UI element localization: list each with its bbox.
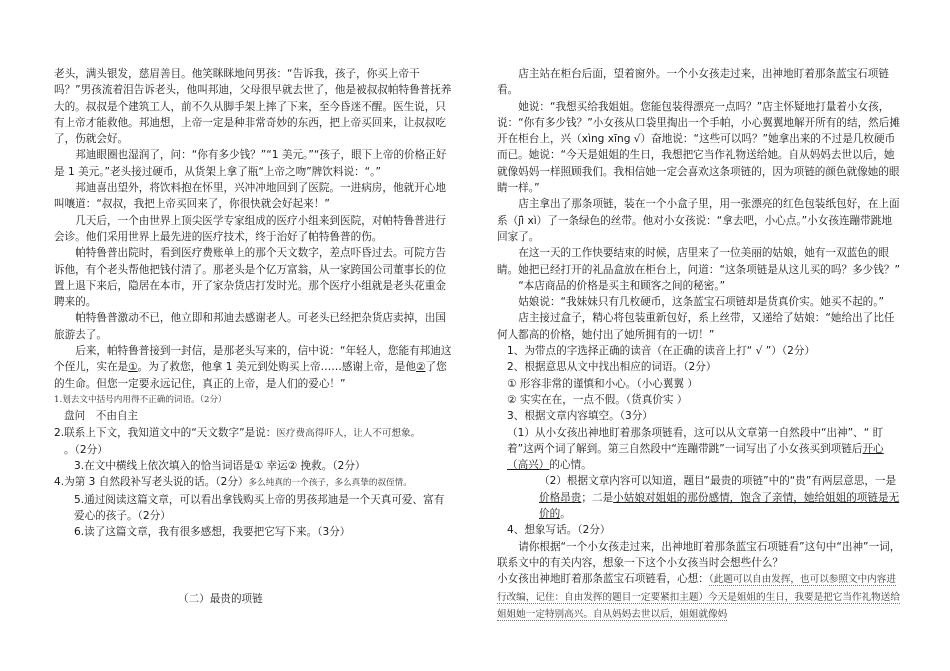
question-2-answer: 医疗费高得吓人，让人不可想象。 <box>276 427 421 439</box>
question-3-part-2-tail: 。 <box>560 508 571 521</box>
question-3-part-1-answer: 开心（高兴） <box>507 442 884 472</box>
story-paragraph: 老头，满头银发，慈眉善目。他笑眯眯地问男孩：“告诉我，孩子，你买上帝干吗？”男孩流着泪告诉老头，他叫邦迪，父母很早就去世了，他是被叔叔帕特鲁普抚养大的。叔叔是个建筑工人，前不久从脚手架上摔了下来，至今昏迷不醒。医生说，只有上帝才能救他。邦迪想，上帝一定是种非常奇妙的东西，把上帝买回来，让叔叔吃了，伤就会好。 <box>54 68 452 146</box>
question-3-part-1-text: （1）从小女孩出神地盯着那条项链看，这可以从文章第一自然段中“出神”、“ 盯着”这两个词了解到。第三自然段中“连蹦带跳”一词写出了小女孩买到项链后 <box>507 426 884 455</box>
blank-2: ② <box>415 361 426 374</box>
question-1: 1、为带点的字选择正确的读音（在正确的读音上打“ √ ”）（2分） <box>507 345 816 358</box>
letter-text: 。为了救您，他拿 1 美元到处购买上帝……感谢上帝，是他 <box>137 361 416 374</box>
question-1-answer: 盘问 不由自主 <box>64 410 139 423</box>
question-3-part-1 <box>497 425 901 474</box>
question-4-answer: （此题可以自由发挥，也可以参照文中内容进行改编，记住：自由发挥的题目一定要紧扣主题）今天是姐姐的生日，我要是把它当作礼物送给姐姐她一定特别高兴。自从妈妈去世以后，姐姐就像妈 <box>497 574 900 620</box>
question-2: 2、根据意思从文中找出相应的词语。（2分） <box>507 361 717 374</box>
question-2 <box>54 425 452 442</box>
question-3-part-2-text: （2）根据文章内容可以知道，题目“最贵的项链”中的“贵”有两层意思，一是 <box>539 475 897 488</box>
question-6: 6.读了这篇文章，我有很多感想，我要把它写下来。（3分） <box>74 526 351 539</box>
question-4 <box>54 474 452 491</box>
question-4-prompt: 请你根据“一个小女孩走过来，出神地盯着那条蓝宝石项链看”这句中“出神”一词，联系文中的有关内容，想象一下这个小女孩当时会想些什么？ <box>497 540 901 569</box>
story-paragraph: 店主接过盒子，精心将包装重新包好，系上丝带，又递给了姑娘：“她给出了比任何人都高的价格，她付出了她所拥有的一切！” <box>497 312 895 341</box>
question-1: 1.划去文中括号内用得不正确的词语。（2分） <box>54 394 227 405</box>
question-3-part-2 <box>497 473 901 522</box>
question-4-text: 4.为第 3 自然段补写老头说的话。（2分） <box>54 476 249 489</box>
question-4-answer: 多么纯真的一个孩子，多么真挚的叔侄情。 <box>248 478 412 489</box>
question-3-part-1-tail: 的心情。 <box>549 459 592 472</box>
story-paragraph: 帕特鲁普激动不已，他立即和邦迪去感谢老人。可老头已经把杂货店卖掉，出国旅游去了。 <box>54 312 446 341</box>
question-3-part-2-text: ；二是 <box>581 491 614 504</box>
story-paragraph: 姑娘说：“我妹妹只有几枚硬币，这条蓝宝石项链却是货真价实。她买不起的。” <box>518 296 885 309</box>
question-2-item-a: ① 形容非常的谨慎和小心。（小心翼翼 ） <box>507 377 699 390</box>
letter-text: 了您的生命。但您一定要永远记住，真正的上帝，是人们的爱心！” <box>54 361 447 390</box>
blank-1: ① <box>128 361 138 374</box>
question-5: 5.通过阅读这篇文章，可以看出拿钱购买上帝的男孩邦迪是一个天真可爱、富有爱心的孩子。（2分） <box>74 493 445 523</box>
question-3: 3、根据文章内容填空。（3分） <box>507 410 653 423</box>
question-2-item-b: ② 实实在在，一点不假。（货真价实 ） <box>507 393 688 406</box>
question-4-answer-line <box>497 571 901 623</box>
question-4-lead: 小女孩出神地盯着那条蓝宝石项链看，心想： <box>497 573 709 586</box>
question-2-text: 2.联系上下文，我知道文中的“天文数字”是说： <box>54 426 277 439</box>
letter-paragraph <box>54 343 452 392</box>
story-paragraph: 在这一天的工作快要结束的时候，店里来了一位美丽的姑娘，她有一双蓝色的眼睛。她把已经打开的礼品盒放在柜台上，问道：“这条项链是从这儿买的吗？多少钱？” <box>497 247 900 276</box>
story-paragraph: 她说：“我想买给我姐姐。您能包装得漂亮一点吗？”店主怀疑地打量着小女孩，说：“你有多少钱？”小女孩从口袋里掏出一个手帕，小心翼翼地解开所有的结，然后摊开在柜台上，兴（xìng xīng √）奋地说：“这些可以吗？”她拿出来的不过是几枚硬币而已。她说：“今天是姐姐的生日，我想把它当作礼物送给她。自从妈妈去世以后，她就像妈妈一样照顾我们。我相信她一定会喜欢这条项链的，因为项链的颜色就像她的眼睛一样。” <box>497 100 900 195</box>
story-paragraph: “本店商品的价格是买主和顾客之间的秘密。” <box>518 279 726 292</box>
letter-text: 后来，帕特鲁普接到一封信，是那老头写来的，信中说：“年轻人，您能有邦迪这个侄儿，实在是 <box>54 345 452 374</box>
question-4: 4、想象写话。（2分） <box>507 524 611 537</box>
left-column <box>54 66 452 541</box>
story-paragraph: 店主站在柜台后面，望着窗外。一个小女孩走过来，出神地盯着那条蓝宝石项链看。 <box>497 68 889 97</box>
story-paragraph: 邦迪喜出望外，将饮料抱在怀里，兴冲冲地回到了医院。一进病房，他就开心地叫嚷道：“叔叔，我把上帝买回来了，你很快就会好起来！” <box>54 182 446 211</box>
story-paragraph: 几天后，一个由世界上顶尖医学专家组成的医疗小组来到医院，对帕特鲁普进行会诊。他们采用世界上最先进的医疗技术，终于治好了帕特鲁普的伤。 <box>54 214 446 243</box>
question-3-part-2-answer-b: 小姑娘对姐姐的那份感情，饱含了亲情，她给姐姐的项链是无价的 <box>539 491 900 521</box>
story-paragraph: 帕特鲁普出院时，看到医疗费账单上的那个天文数字，差点吓昏过去。可院方告诉他，有个老头帮他把钱付清了。那老头是个亿万富翁，从一家跨国公司董事长的位置上退下来后，隐居在本市，开了家杂货店打发时光。那个医疗小组就是老头花重金聘来的。 <box>54 247 446 309</box>
story-paragraph: 邦迪眼圈也湿润了，问：“你有多少钱？”“1 美元。”“孩子，眼下上帝的价格正好是 1 美元。”老头接过硬币，从货架上拿了瓶“上帝之吻”牌饮料说：“。” <box>54 149 447 178</box>
section-2-title: （二）最贵的项链 <box>178 593 263 605</box>
question-3: 3.在文中横线上依次填入的恰当词语是① 幸运② 挽救。（2分） <box>74 460 366 473</box>
right-column <box>497 66 901 623</box>
story-paragraph: 店主拿出了那条项链，装在一个小盒子里，用一张漂亮的红色包装纸包好，在上面系（jì̄ xì）了一条绿色的丝带。他对小女孩说：“拿去吧，小心点。”小女孩连蹦带跳地回家了。 <box>497 198 900 243</box>
question-2-tail: 。（2分） <box>64 443 108 456</box>
question-3-part-2-answer-a: 价格昂贵 <box>539 491 582 504</box>
